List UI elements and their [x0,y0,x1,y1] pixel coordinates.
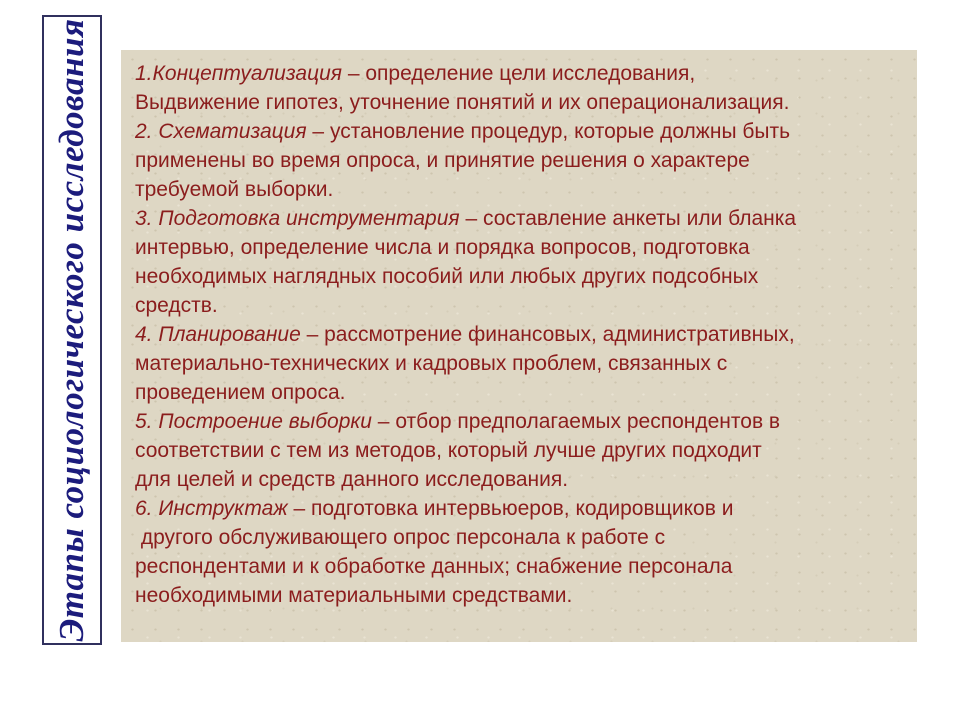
text-segment: – установление процедур, которые должны быть [306,120,791,143]
text-line [135,552,905,581]
vertical-title-box [42,15,102,645]
text-segment: материально-технических и кадровых проблем, связанных с [135,352,728,375]
text-segment: респондентами и к обработке данных; снабжение персонала [135,555,733,578]
stage-name-segment: 5. Построение выборки [135,410,372,433]
text-segment: для целей и средств данного исследования. [135,468,569,491]
stage-name-segment: 2. Схематизация [135,120,307,143]
text-line [135,349,905,378]
text-line [135,407,905,436]
text-segment: Выдвижение гипотез, уточнение понятий и их операционализация. [135,91,790,114]
slide-title: Этапы социологического исследования [52,18,91,642]
text-line [135,233,905,262]
text-line [135,581,905,610]
text-segment: – рассмотрение финансовых, административных, [300,323,795,346]
text-line [135,204,905,233]
stage-name-segment: 4. Планирование [135,323,301,346]
text-segment: интервью, определение числа и порядка вопросов, подготовка [135,236,750,259]
text-line [135,117,905,146]
text-line [135,146,905,175]
stage-name-segment: 6. Инструктаж [135,497,288,520]
text-segment: – подготовка интервьюеров, кодировщиков и [287,497,734,520]
text-line [135,523,905,552]
text-line [135,494,905,523]
text-segment: применены во время опроса, и принятие решения о характере [135,149,750,172]
text-segment: – отбор предполагаемых респондентов в [371,410,781,433]
text-line [135,175,905,204]
text-segment: средств. [135,294,218,317]
text-line [135,436,905,465]
text-line [135,291,905,320]
text-segment: другого обслуживающего опрос персонала к работе с [135,526,666,549]
text-segment: – составление анкеты или бланка [459,207,797,230]
content-panel [121,50,917,642]
text-line [135,320,905,349]
stage-name-segment: 1.Концептуализация [135,62,342,85]
text-line [135,262,905,291]
stage-name-segment: 3. Подготовка инструментария [135,207,460,230]
text-segment: необходимых наглядных пособий или любых других подсобных [135,265,759,288]
text-line [135,378,905,407]
text-line [135,59,905,88]
body-text-block [135,59,905,610]
text-segment: проведением опроса. [135,381,346,404]
text-segment: – определение цели исследования, [341,62,696,85]
text-segment: соответствии с тем из методов, который лучше других подходит [135,439,762,462]
text-segment: необходимыми материальными средствами. [135,584,573,607]
text-line [135,88,905,117]
text-line [135,465,905,494]
text-segment: требуемой выборки. [135,178,334,201]
